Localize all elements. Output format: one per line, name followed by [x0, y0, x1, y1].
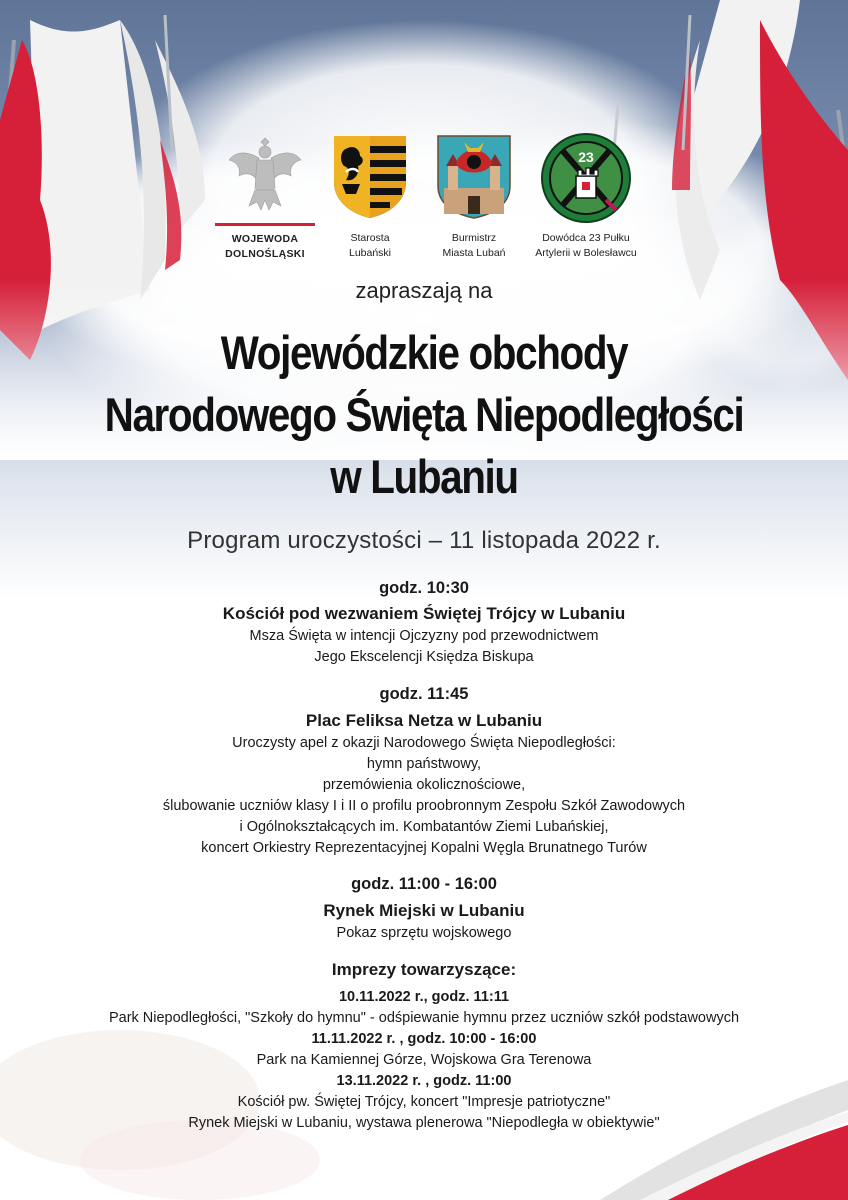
event-description: Park Niepodległości, "Szkoły do hymnu" - odśpiewanie hymnu przez uczniów szkół podstawowych	[108, 1010, 740, 1026]
logo-caption-line1: Starosta	[350, 232, 390, 244]
logo-caption-line1: Burmistrz	[451, 232, 497, 244]
program-place: Rynek Miejski w Lubaniu	[323, 901, 525, 920]
red-divider	[215, 223, 315, 226]
program-item	[0, 873, 848, 944]
program-description-line: hymn państwowy,	[366, 756, 482, 772]
program-item	[0, 683, 848, 859]
logos-row	[0, 132, 848, 262]
event-description: Park na Kamiennej Górze, Wojskowa Gra Terenowa	[256, 1052, 592, 1068]
program-place: Kościół pod wezwaniem Świętej Trójcy w Lubaniu	[222, 604, 626, 623]
intro-text: zapraszają na	[355, 278, 493, 303]
program-time: godz. 11:00 - 16:00	[351, 875, 497, 893]
program-place: Plac Feliksa Netza w Lubaniu	[305, 711, 543, 730]
badge-number: 23	[578, 149, 594, 165]
polish-eagle-icon	[225, 132, 305, 216]
logo-burmistrz	[424, 132, 524, 261]
event-description: Kościół pw. Świętej Trójcy, koncert "Impresje patriotyczne"	[237, 1094, 611, 1110]
accompanying-heading: Imprezy towarzyszące:	[331, 960, 517, 979]
artillery-regiment-badge-icon	[540, 132, 632, 224]
program-description-line: przemówienia okolicznościowe,	[322, 777, 526, 793]
program-subtitle: Program uroczystości – 11 listopada 2022 r.	[187, 527, 661, 554]
logo-dowodca	[526, 132, 646, 261]
title-line-3: w Lubaniu	[330, 450, 518, 503]
program-description-line: Jego Ekscelencji Księdza Biskupa	[314, 649, 534, 665]
logo-starosta	[320, 132, 420, 261]
program-description-line: Pokaz sprzętu wojskowego	[336, 925, 512, 941]
program-description-line: Msza Święta w intencji Ojczyzny pod przewodnictwem	[249, 628, 599, 644]
program-time: godz. 11:45	[379, 685, 469, 703]
event-date: 11.11.2022 r. , godz. 10:00 - 16:00	[311, 1031, 537, 1047]
logo-wojewoda	[210, 132, 320, 262]
program-description-line: i Ogólnokształcących im. Kombatantów Ziemi Lubańskiej,	[239, 819, 609, 835]
program-description-line: ślubowanie uczniów klasy I i II o profilu proobronnym Zespołu Szkół Zawodowych	[162, 798, 686, 814]
title-line-2: Narodowego Święta Niepodległości	[104, 388, 744, 441]
accompanying-events	[0, 959, 848, 1134]
town-coat-of-arms-icon	[434, 132, 514, 220]
program-item	[0, 577, 848, 668]
program-description-line: koncert Orkiestry Reprezentacyjnej Kopalni Węgla Brunatnego Turów	[201, 840, 647, 856]
logo-caption-line2: Artylerii w Bolesławcu	[535, 247, 637, 259]
page-title	[59, 322, 788, 508]
event-description: Rynek Miejski w Lubaniu, wystawa plenerowa "Niepodległa w obiektywie"	[188, 1115, 660, 1131]
logo-caption-line2: Lubański	[348, 247, 392, 259]
program-time: godz. 10:30	[379, 579, 469, 597]
logo-caption-line1: Dowódca 23 Pułku	[542, 232, 630, 244]
logo-caption-line2: Miasta Lubań	[442, 247, 506, 259]
title-line-1: Wojewódzkie obchody	[220, 326, 628, 379]
logo-caption-line1: WOJEWODA	[231, 233, 299, 245]
event-date: 10.11.2022 r., godz. 11:11	[338, 989, 510, 1005]
event-date: 13.11.2022 r. , godz. 11:00	[336, 1073, 512, 1089]
program-description-line: Uroczysty apel z okazji Narodowego Święta Niepodległości:	[232, 735, 616, 751]
logo-caption-line2: DOLNOŚLĄSKI	[225, 248, 305, 260]
county-coat-of-arms-icon	[330, 132, 410, 220]
